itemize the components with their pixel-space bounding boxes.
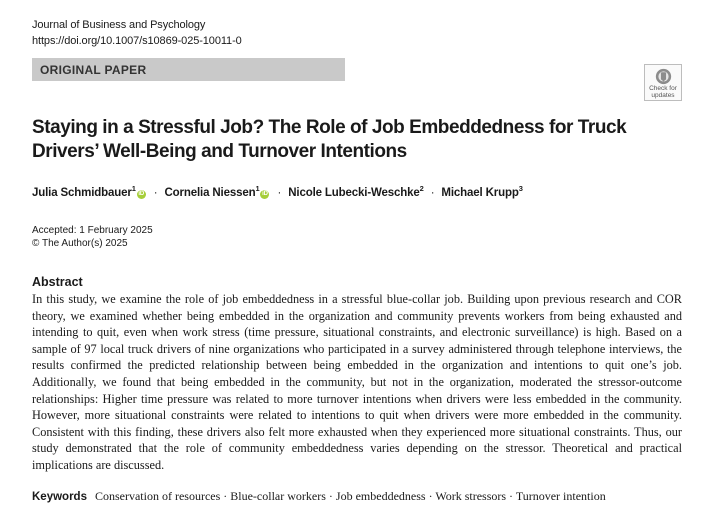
- crossmark-icon: [655, 68, 672, 85]
- author-3[interactable]: Nicole Lubecki-Weschke: [288, 187, 420, 199]
- author-separator: ·: [277, 187, 282, 199]
- keywords-label: Keywords: [32, 491, 87, 503]
- keyword-separator: ·: [325, 489, 336, 503]
- article-type-banner: [32, 58, 345, 81]
- author-1[interactable]: Julia Schmidbauer: [32, 187, 132, 199]
- author-1-affiliation: 1: [131, 184, 136, 193]
- copyright-notice: © The Author(s) 2025: [32, 238, 128, 249]
- author-3-affiliation: 2: [419, 184, 424, 193]
- check-for-updates-badge[interactable]: [644, 64, 682, 101]
- check-for-updates-line2: updates: [651, 92, 675, 99]
- author-separator: ·: [153, 187, 158, 199]
- check-for-updates-text: [645, 85, 681, 99]
- article-title: Staying in a Stressful Job? The Role of Job Embeddedness for Truck Drivers’ Well-Being and Turnover Intentions: [32, 117, 627, 162]
- keyword[interactable]: Turnover intention: [515, 489, 606, 503]
- abstract-body: In this study, we examine the role of job embeddedness in a stressful blue-collar job. Building upon previous research and COR theory, we examined whether being embedded in the organization and community prevents workers from being exhausted and intending to quit, even when work stress (time pressure, situational constraints, and electronic surveillance) is high. Based on a sample of 97 local truck drivers of nine organizations who participated in a survey administered through telephone interviews, the results confirmed the predicted relationship between being embedded in the organization and intentions to quit one’s job. Additionally, we found that being embedded in the community, but not in the organization, moderated the stressor-outcome relationships: Higher time pressure was related to more turnover intentions when drivers were less embedded in the community. However, more situational constraints were related to intentions to quit when drivers were more embedded in the community. Consistent with this finding, these drivers also felt more exhausted when they experienced more situational constraints. Thus, our study demonstrated that the role of community embeddedness varies depending on the stressor. Theoretical and practical implications are discussed.: [32, 292, 682, 472]
- orcid-icon[interactable]: iD: [262, 191, 268, 197]
- author-4[interactable]: Michael Krupp: [441, 187, 519, 199]
- doi-link[interactable]: https://doi.org/10.1007/s10869-025-10011-0: [32, 35, 242, 47]
- keyword-separator: ·: [425, 489, 436, 503]
- author-separator: ·: [430, 187, 435, 199]
- abstract-heading: Abstract: [32, 275, 83, 289]
- author-2-affiliation: 1: [255, 184, 260, 193]
- keyword[interactable]: Work stressors: [435, 489, 507, 503]
- keyword[interactable]: Conservation of resources: [94, 489, 221, 503]
- keyword[interactable]: Blue-collar workers: [230, 489, 326, 503]
- keyword-separator: ·: [220, 489, 231, 503]
- check-for-updates-line1: Check for: [649, 85, 677, 92]
- journal-name: Journal of Business and Psychology: [32, 19, 206, 31]
- article-type-label: ORIGINAL PAPER: [40, 63, 147, 77]
- author-4-affiliation: 3: [518, 184, 523, 193]
- keywords-line: [32, 489, 682, 504]
- author-list: [32, 184, 523, 199]
- accepted-date: Accepted: 1 February 2025: [32, 225, 153, 236]
- keyword-separator: ·: [506, 489, 516, 503]
- keyword[interactable]: Job embeddedness: [335, 489, 426, 503]
- orcid-icon[interactable]: iD: [138, 191, 145, 197]
- author-2[interactable]: Cornelia Niessen: [164, 187, 256, 199]
